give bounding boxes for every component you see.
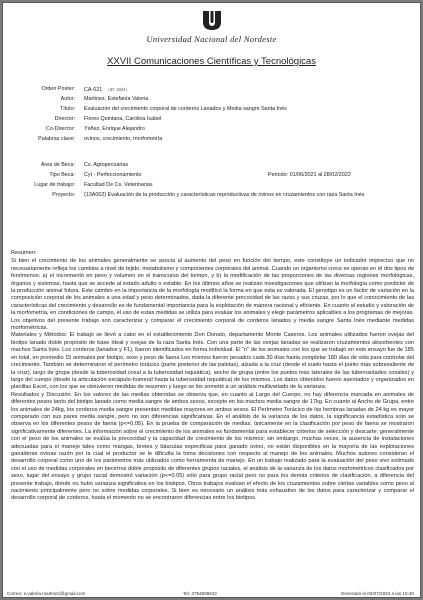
meta-row-palabras-clave (3, 135, 420, 144)
meta-label: Lugar de trabajo: (34, 182, 75, 188)
meta-value: Flores Quintana, Carolina Isabel (84, 116, 162, 122)
meta-row-titulo (3, 105, 420, 114)
meta-label: Área de Beca: (40, 162, 75, 168)
meta-value: ovinos, crecimiento, morfometría (84, 136, 163, 142)
footer-generated-date: Generado el 03/07/2023 a las 10:46 (340, 591, 414, 596)
meta-value: Evaluación del crecimiento corporal de corderos Lanados y Media sangre Santa Inés (84, 106, 287, 112)
abstract-title: Resumen: (11, 250, 37, 256)
meta-row-orden-poster (3, 85, 420, 94)
congress-title: XXVII Comunicaciones Científicas y Tecnológicas (107, 56, 316, 67)
meta-label: Director: (54, 116, 75, 122)
logo-area (3, 9, 420, 36)
meta-row-tipo-beca (3, 171, 420, 180)
meta-label: Título: (60, 106, 75, 112)
abstract-paragraph: Materiales y Métodos: El trabajo se llevó a cabo en el establecimiento Don Donato, departamento Monte Caseros. Los animales utilizados fueron ovejas del biotipo lanado doble propósito de base Ideal y ovejas de la raza Santa Inés. Con una parte de las ovejas lanadas se realizaron cruzamientos absorbentes con machos Santa Inés. Los corderos (lanados y F1), fueron identificados en forma individual. El "n" de los animales con los que se trabajó en este ensayo fue de 185 en total, en promedio 15 animales por biotipo, sexo y peso de faena Los mismos fueron pesados cada 30 días hasta completar 180 días de vida para controlar del crecimiento. También se determinaron el perímetro torácico (parte posterior de las paletas), alzada a la cruz (desde el suelo hasta el punto más sobresaliente de la cruz), largo de grupa (desde la tuberosidad coxal a la tuberosidad isquiática), ancho de grupa (entre los puntos más laterales de las tuberosidades coxales) y largo del cuerpo (desde la articulación escápulo-humeral hasta la tuberosidad isquiática) de los mismos. Los datos obtenidos fueron asentados y organizados en planillas Excel, con los que se obtuvieron medidas de resumen y luego se los sometió a un análisis multivariado de la varianza. (11, 332, 414, 391)
abstract-paragraph: Los objetivos del presente trabajo son caracterizar y comparar el crecimiento corporal de corderos lanados y media sangre Santa Inés mediante medidas morfométricas. (11, 317, 414, 332)
meta-value: Cyt - Perfeccionamiento (84, 172, 142, 178)
meta-label: Autor: (60, 96, 75, 102)
university-logo-icon (201, 9, 223, 31)
abstract-paragraph: Si bien el crecimiento de los animales generalmente se asocia al aumento del peso en función del tiempo, este constituye un indicador impreciso que no necesariamente refleja los cambios a nivel de tejido, metabolismo y componentes corporales del animal. Cuando un organismo crece se operan en él dos tipos de fenómenos: a) el incremento en peso y volumen en el transcurso del tiempo, y b) la modificación de las proporciones de las diversas regiones morfológicas, órganos y sistemas, hasta que se accede al estado adulto o estable. En los últimos años se realizan investigaciones que utilizan la morfología como predictor de la producción animal futura. Este cambio en la importancia de la morfología modificó la forma en que esta es valorada. El genotipo es un factor de variación en la composición corporal de los animales a una edad y peso determinados, dada la diferente precocidad de las razas y sus cruzas, por lo que el conocimiento de las características del crecimiento y desarrollo es de fundamental importancia para la explotación de manera racional y eficiente. En cuanto al estudio y valoración de la morfometría, en condiciones de campo, el uso de estas medidas se utiliza para evaluar los animales y elegir parámetros aplicables a los programas de mejoras. (11, 258, 414, 317)
meta-value: Yáñez, Enrique Alejandro (84, 126, 145, 132)
footer-phone: Tel: 3794686622 (183, 591, 217, 596)
meta-row-area (3, 161, 420, 170)
meta-label: Tipo Beca: (49, 172, 75, 178)
meta-value: (13A002) Evaluación de la producción y características reproductivas de ovinos en cruzamientos con raza Santa Inés (84, 192, 365, 198)
meta-value: Cs. Agropecuarias (84, 162, 129, 168)
document-page (2, 2, 421, 598)
meta-row-proyecto (3, 191, 420, 200)
meta-label: Co-Director: (45, 126, 75, 132)
poster-id: (ID: 1924) (108, 87, 127, 92)
orden-poster-value: CA-021 (84, 87, 103, 93)
abstract-paragraph: Resultados y Discusión. En los valores de las medias obtenidas se observa que, en cuanto al Largo del Cuerpo, no hay diferencia marcada en animales de diferentes pesos tanto del biotipo lanado como media sangre de ambos sexos, excepto en los machos media sangre de 17kg. En cuanto al Ancho de Grupa, entre los animales de 24kg, los corderos media sangre presentan medidas mayores en ambos sexos. El Perímetro Torácico de las hembras lanadas de 24 kg es mayor comparado con sus pares media sangre, pero no son diferencias significativas. En el análisis de la varianza de los datos, la significancia estadística solo se observa en los diferentes pesos de faena (p<=0,05). En la prueba de comparación de medias, únicamente en la clasificación por peso de faena se mostraron significativamente diferentes. La información sobre el crecimiento de los animales es fundamental para establecer criterios de selección y descarte; generalmente con el peso de los animales se evalúa la precocidad y la capacidad de crecimiento de los mismos; sin embargo, muchas veces, la ausencia de instalaciones adecuadas para el manejo tales como mangas, bretes y básculas especificas para ganado ovino, no están disponibles en la mayoría de las explotaciones ganaderas ovinas razón por la cual el productor se le dificulta la toma decisiones con respecto al manejo de los animales. Muchos autores consideran el desarrollo corporal como uno de los parámetros más utilizados como herramienta de manejo. En un trabajo realizado para la evaluación del peso vivo estimado con el uso de medidas corporales en becerros doble propósito de diferentes grupos raciales, el análisis de la varianza de los datos morfométricos clasificados por sexo, lugar del ensayo y grupo racial demostró variación (p<=0.05) sólo para grupo racial pero no para los demás criterios de clasificación, a diferencia del presente trabajo, donde no hubo varianza significativa en los biotipos. Otros trabajos evalúan el efecto de los cruzamientos sobre ciertas variables como peso al nacimiento principalmente pero no sobre medidas corporales. Si bien es necesario un análisis más exhaustivo de los datos para caracterizar y comparar el desarrollo corporal de corderos, hasta el momento no se encontraron diferencias entre los biotipos. (11, 391, 414, 502)
meta-value (84, 85, 127, 95)
footer-email: Correo: e.valeria.martinez@gmail.com (7, 591, 86, 596)
meta-row-autor (3, 95, 420, 104)
meta-row-lugar (3, 181, 420, 190)
meta-value: Martinez, Estefanía Valeria (84, 96, 149, 102)
periodo: Periodo: 01/06/2021 al 28/02/2022 (268, 172, 351, 178)
university-name: Universidad Nacional del Nordeste (146, 34, 277, 44)
abstract (11, 250, 414, 503)
meta-row-director (3, 115, 420, 124)
meta-row-co-director (3, 125, 420, 134)
meta-value: Facultad De Cs. Veterinarias (84, 182, 153, 188)
meta-label: Orden Poster: (41, 86, 75, 92)
meta-label: Palabras clave: (38, 136, 75, 142)
meta-label: Proyecto: (52, 192, 75, 198)
